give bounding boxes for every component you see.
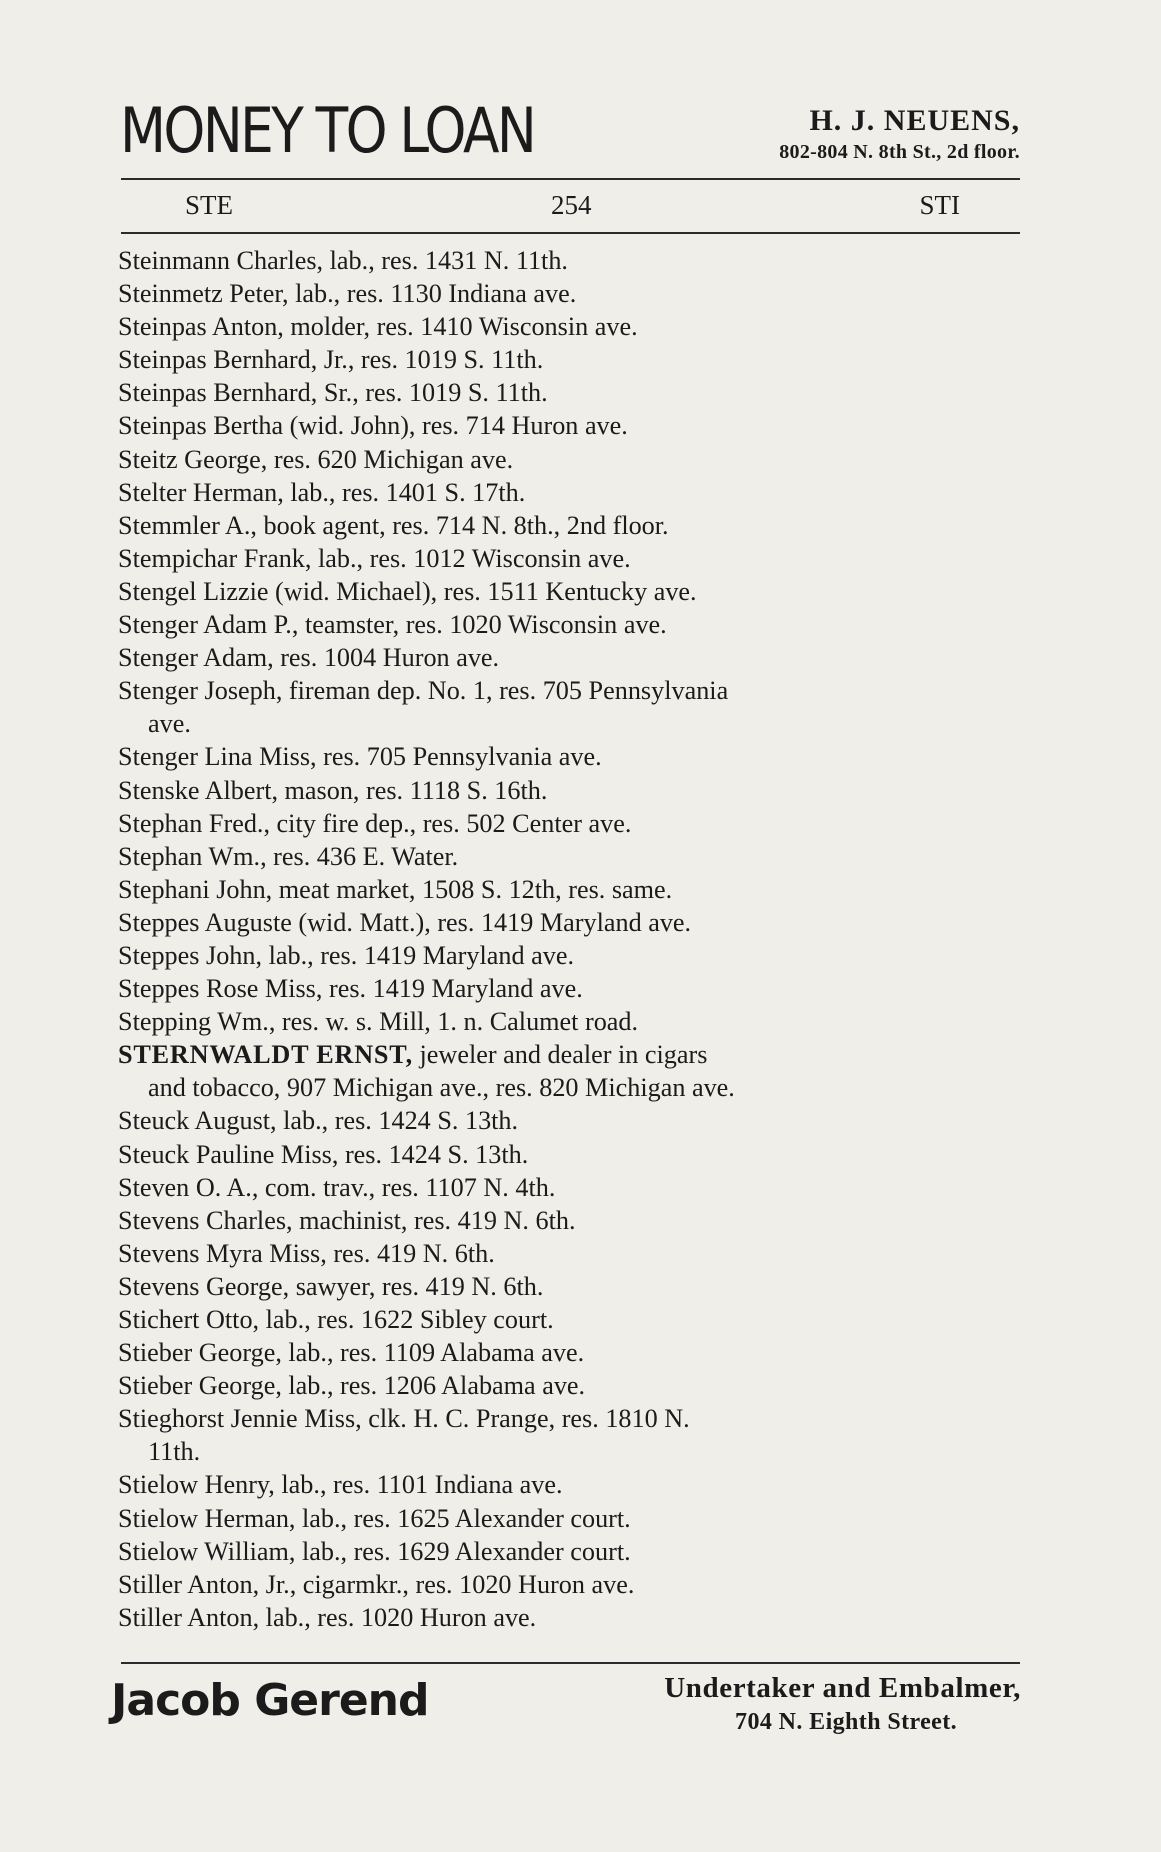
list-item	[118, 1005, 1023, 1038]
bottom-rule	[121, 1662, 1020, 1664]
list-item	[118, 476, 1023, 509]
list-item	[118, 409, 1023, 442]
header-rule	[121, 232, 1020, 234]
entry-text: Stelter Herman, lab., res. 1401 S. 17th.	[118, 477, 526, 507]
entry-text: Stephani John, meat market, 1508 S. 12th, res. same.	[118, 874, 673, 904]
entry-text: Stenger Adam, res. 1004 Huron ave.	[118, 643, 500, 673]
list-item	[118, 1336, 1023, 1369]
entry-line-2: ave.	[148, 709, 191, 739]
list-item	[118, 840, 1023, 873]
entry-text: Stevens George, sawyer, res. 419 N. 6th.	[118, 1271, 544, 1301]
entry-text: Stemmler A., book agent, res. 714 N. 8th., 2nd floor.	[118, 510, 669, 540]
entry-text: Steuck August, lab., res. 1424 S. 13th.	[118, 1106, 519, 1136]
entry-text: Steven O. A., com. trav., res. 1107 N. 4th.	[118, 1172, 556, 1202]
list-item	[118, 1535, 1023, 1568]
list-item	[118, 376, 1023, 409]
entry-text: Steinmann Charles, lab., res. 1431 N. 11th.	[118, 246, 568, 275]
entry-text: Stieber George, lab., res. 1109 Alabama ave.	[118, 1338, 585, 1368]
entry-text: Stempichar Frank, lab., res. 1012 Wisconsin ave.	[118, 543, 631, 573]
page-number: 254	[551, 190, 592, 220]
directory-listings	[118, 244, 1023, 1634]
entry-text: Steuck Pauline Miss, res. 1424 S. 13th.	[118, 1139, 529, 1169]
entry-text: Stielow Henry, lab., res. 1101 Indiana ave.	[118, 1470, 563, 1500]
list-item	[118, 575, 1023, 608]
list-item	[118, 1104, 1023, 1137]
list-item	[118, 1568, 1023, 1601]
list-item	[118, 740, 1023, 773]
list-item	[118, 972, 1023, 1005]
list-item	[118, 1601, 1023, 1634]
entry-text: Stiller Anton, lab., res. 1020 Huron ave.	[118, 1602, 537, 1632]
entry-line-2: 11th.	[148, 1437, 201, 1467]
list-item	[118, 939, 1023, 972]
entry-text: Stielow Herman, lab., res. 1625 Alexander court.	[118, 1503, 631, 1533]
list-item	[118, 1502, 1023, 1535]
entry-text: Stielow William, lab., res. 1629 Alexander court.	[118, 1536, 631, 1566]
list-item	[118, 1270, 1023, 1303]
list-item	[118, 873, 1023, 906]
list-item	[118, 310, 1023, 343]
list-item	[118, 343, 1023, 376]
entry-text: Stephan Wm., res. 436 E. Water.	[118, 841, 459, 871]
running-head-right: STI	[919, 190, 960, 220]
top-advertisement	[120, 94, 1020, 178]
entry-text: Stenger Lina Miss, res. 705 Pennsylvania ave.	[118, 742, 602, 772]
undertaker-name: Jacob Gerend	[111, 1675, 429, 1726]
running-head-left: STE	[185, 190, 234, 220]
entry-text: Stieber George, lab., res. 1206 Alabama ave.	[118, 1371, 586, 1401]
entry-text: Stevens Myra Miss, res. 419 N. 6th.	[118, 1238, 495, 1268]
list-item	[118, 807, 1023, 840]
list-item	[118, 1468, 1023, 1501]
money-to-loan-heading: MONEY TO LOAN	[120, 94, 535, 167]
entry-text: Steppes Rose Miss, res. 1419 Maryland ave.	[118, 974, 583, 1004]
entry-text: Stenger Adam P., teamster, res. 1020 Wisconsin ave.	[118, 610, 667, 640]
entry-text: Stichert Otto, lab., res. 1622 Sibley court.	[118, 1305, 554, 1334]
list-item	[118, 542, 1023, 575]
list-item	[118, 277, 1023, 310]
list-item	[118, 906, 1023, 939]
advertiser-name: H. J. NEUENS,	[809, 104, 1020, 137]
list-item	[118, 1171, 1023, 1204]
entry-line-1: jeweler and dealer in cigars	[412, 1040, 708, 1070]
undertaker-address: 704 N. Eighth Street.	[735, 1709, 957, 1735]
list-item	[118, 1204, 1023, 1237]
entry-text: Steinpas Bernhard, Sr., res. 1019 S. 11th.	[118, 378, 548, 408]
running-head	[121, 188, 1020, 222]
list-item	[118, 1038, 1023, 1104]
entry-text: Steppes Auguste (wid. Matt.), res. 1419 Maryland ave.	[118, 907, 692, 937]
list-item	[118, 1303, 1023, 1336]
entry-text: Steppes John, lab., res. 1419 Maryland ave.	[118, 940, 575, 970]
top-rule	[121, 178, 1020, 180]
list-item	[118, 1138, 1023, 1171]
list-item	[118, 641, 1023, 674]
entry-line-1: Stenger Joseph, fireman dep. No. 1, res. 705 Pennsylvania	[118, 676, 729, 706]
bottom-advertisement	[111, 1671, 1021, 1751]
entry-text: Stiller Anton, Jr., cigarmkr., res. 1020 Huron ave.	[118, 1569, 635, 1599]
list-item	[118, 774, 1023, 807]
entry-text: Steinpas Anton, molder, res. 1410 Wisconsin ave.	[118, 312, 638, 342]
undertaker-block	[471, 1671, 1021, 1739]
list-item	[118, 1237, 1023, 1270]
entry-text: Steinpas Bertha (wid. John), res. 714 Huron ave.	[118, 411, 628, 441]
entry-text: Stenske Albert, mason, res. 1118 S. 16th.	[118, 775, 548, 805]
entry-text: Stevens Charles, machinist, res. 419 N. 6th.	[118, 1205, 576, 1235]
entry-text: Steinmetz Peter, lab., res. 1130 Indiana ave.	[118, 279, 577, 309]
list-item	[118, 509, 1023, 542]
entry-name-bold: STERNWALDT ERNST,	[118, 1040, 413, 1070]
entry-line-1: Stieghorst Jennie Miss, clk. H. C. Prange, res. 1810 N.	[118, 1404, 690, 1434]
list-item	[118, 1402, 1023, 1468]
list-item	[118, 244, 1023, 277]
entry-text: Steinpas Bernhard, Jr., res. 1019 S. 11th.	[118, 345, 544, 375]
undertaker-trade: Undertaker and Embalmer,	[664, 1672, 1021, 1704]
entry-text: Stephan Fred., city fire dep., res. 502 Center ave.	[118, 808, 632, 838]
entry-text: Stepping Wm., res. w. s. Mill, 1. n. Calumet road.	[118, 1007, 639, 1037]
list-item	[118, 674, 1023, 740]
entry-line-2: and tobacco, 907 Michigan ave., res. 820 Michigan ave.	[148, 1073, 735, 1103]
advertiser-block	[688, 104, 1020, 166]
entry-text: Steitz George, res. 620 Michigan ave.	[118, 444, 514, 474]
list-item	[118, 1369, 1023, 1402]
entry-text: Stengel Lizzie (wid. Michael), res. 1511 Kentucky ave.	[118, 576, 697, 606]
list-item	[118, 443, 1023, 476]
advertiser-address: 802-804 N. 8th St., 2d floor.	[779, 141, 1020, 163]
list-item	[118, 608, 1023, 641]
